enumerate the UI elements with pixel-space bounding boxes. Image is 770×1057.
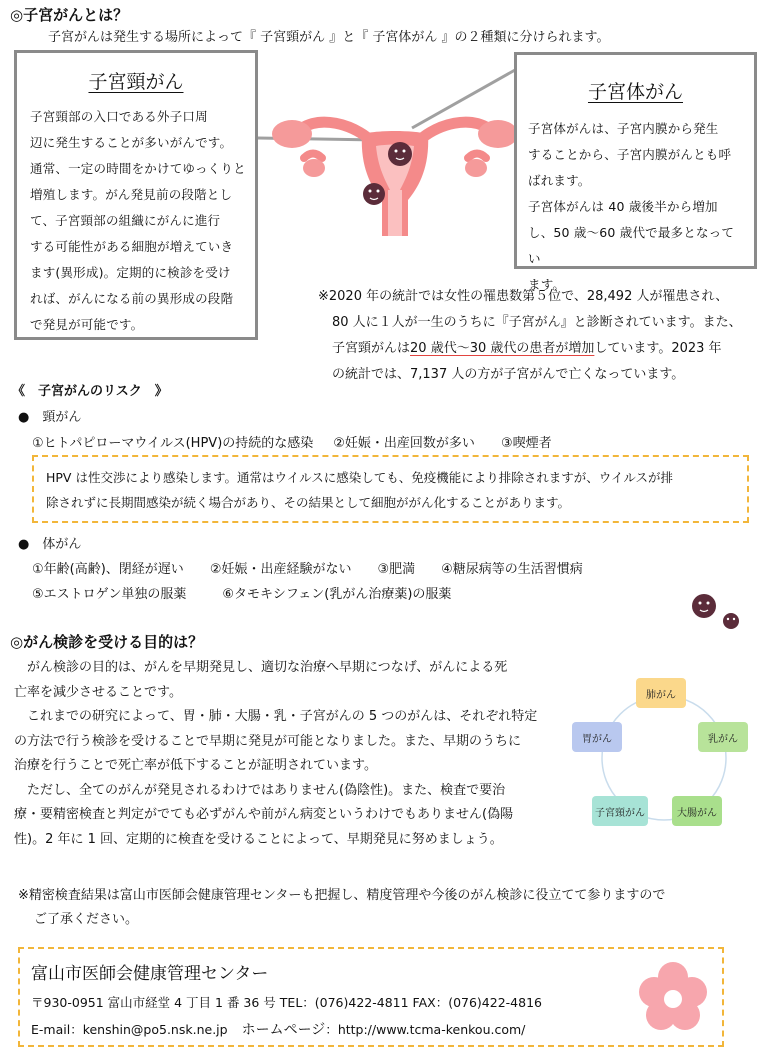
screening-line: 治療を行うことで死亡率が低下することが証明されています。 — [14, 758, 377, 773]
stat-line: 80 人に１人が一生のうちに『子宮がん』と診断されています。また、 — [332, 315, 742, 330]
cancer-cell-icon — [723, 613, 739, 629]
cervical-line: 辺に発生することが多いがんです。 — [30, 135, 233, 150]
body-cancer-box — [514, 52, 757, 292]
section-heading-what: ◎子宮がんとは？ — [10, 6, 129, 24]
risk-item: ⑤エストロゲン単独の服薬 — [32, 587, 187, 602]
screening-line: 療・要精密検査と判定がでても必ずがんや前がん病変というわけでもありません(偽陽 — [14, 807, 514, 822]
node-colon: 大腸がん — [672, 796, 722, 826]
node-stomach: 胃がん — [572, 722, 622, 752]
stat-line: の統計では、7,137 人の方が子宮がんで亡くなっています。 — [332, 367, 685, 382]
center-name: 富山市医師会健康管理センター — [31, 964, 269, 984]
uterus-illustration — [250, 50, 520, 250]
screening-text — [14, 656, 562, 852]
risk-item: ③肥満 — [377, 562, 416, 577]
risk-item: ⑥タモキシフェン(乳がん治療薬)の服薬 — [222, 587, 452, 602]
cancer-cell-icon — [388, 142, 412, 166]
cervical-risk-label: ● 頸がん — [18, 410, 82, 425]
screening-line: 亡率を減少させることです。 — [14, 684, 182, 700]
section-heading-screening: ◎がん検診を受ける目的は？ — [10, 633, 204, 651]
screening-line: ただし、全てのがんが発見されるわけではありません(偽陰性)。また、検査で要治 — [14, 782, 506, 798]
cervical-cancer-box — [14, 50, 258, 340]
hpv-note-line: HPV は性交渉により感染します。通常はウイルスに感染しても、免疫機能により排除されますが、ウイルスが排 — [46, 470, 673, 485]
highlight-age-increase: 20 歳代～30 歳代の患者が増加 — [410, 341, 595, 356]
footnote-line: ※精密検査結果は富山市医師会健康管理センターも把握し、精度管理や今後のがん検診に役立てて参りますので — [18, 888, 666, 903]
footnote — [18, 884, 763, 932]
cervical-line: ます(異形成)。定期的に検診を受け — [30, 265, 231, 280]
screening-line: の方法で行う検診を受けることで早期に発見が可能となりました。また、早期のうちに — [14, 733, 522, 749]
cancer-cell-icon — [692, 594, 716, 618]
decorative-cells — [686, 590, 746, 632]
homepage-link[interactable]: ：http://www.tcma-kenkou.com/ — [325, 1022, 526, 1037]
body-risk-items-row2 — [32, 583, 762, 602]
body-line: ます。 — [528, 277, 566, 292]
cervical-line: 増殖します。がん発見前の段階とし — [30, 187, 233, 202]
homepage-label: ホームページ — [241, 1022, 326, 1038]
statistics-text — [318, 284, 764, 388]
body-risk-items-row1 — [32, 558, 762, 577]
stat-line: ※2020 年の統計では女性の罹患数第５位で、28,492 人が罹患され、 — [318, 289, 729, 304]
hpv-note-box — [32, 455, 749, 523]
cancer-cell-icon — [363, 183, 385, 205]
risk-item: ①ヒトパピローマウイルス(HPV)の持続的な感染 — [32, 436, 314, 451]
risk-heading: 《 子宮がんのリスク 》 — [12, 384, 168, 399]
cervical-line: する可能性がある細胞が増えていき — [30, 239, 234, 254]
risk-item: ②妊娠・出産回数が多い — [333, 436, 475, 451]
risk-item: ④糖尿病等の生活習慣病 — [441, 562, 583, 577]
stat-line: 子宮頸がんは20 歳代～30 歳代の患者が増加しています。2023 年 — [332, 341, 722, 356]
web-line — [31, 1019, 525, 1039]
body-risk-label: ● 体がん — [18, 537, 82, 552]
body-box-title: 子宮体がん — [587, 81, 683, 103]
cervical-box-title: 子宮頸がん — [88, 71, 184, 93]
address-line: 〒930-0951 富山市経堂 4 丁目 1 番 36 号 TEL：(076)422-4811 FAX：(076)422-4816 — [31, 995, 542, 1010]
risk-item: ②妊娠・出産経験がない — [209, 562, 352, 577]
cervical-line: で発見が可能です。 — [30, 317, 144, 332]
screening-line: これまでの研究によって、胃・肺・大腸・乳・子宮がんの 5 つのがんは、それぞれ特定 — [14, 709, 538, 724]
cervical-box-body — [17, 94, 255, 338]
five-cancers-diagram — [568, 672, 758, 832]
uterus-icon — [272, 120, 518, 236]
node-breast: 乳がん — [698, 722, 748, 752]
email-text: E-mail：kenshin@po5.nsk.ne.jp — [31, 1022, 228, 1037]
cervical-line: れば、がんになる前の異形成の段階 — [30, 291, 234, 306]
risk-item: ③喫煙者 — [500, 436, 552, 451]
footnote-line: ご了承ください。 — [34, 912, 139, 927]
body-line: ばれます。 — [528, 173, 591, 188]
node-cervix: 子宮頸がん — [592, 796, 648, 826]
contact-box — [18, 947, 724, 1047]
body-line: することから、子宮内膜がんとも呼 — [528, 147, 732, 162]
flower-icon — [636, 960, 710, 1038]
cervical-line: 通常、一定の時間をかけてゆっくりと — [30, 161, 246, 176]
screening-line: がん検診の目的は、がんを早期発見し、適切な治療へ早期につなげ、がんによる死 — [14, 660, 508, 675]
body-line: 子宮体がんは、子宮内膜から発生 — [528, 121, 719, 136]
body-line: 子宮体がんは 40 歳後半から増加 — [528, 199, 718, 214]
body-line: し、50 歳～60 歳代で最多となってい — [528, 225, 735, 266]
cervical-risk-items — [32, 432, 762, 451]
cervical-line: 子宮頸部の入口である外子口周 — [30, 109, 208, 124]
node-lung: 肺がん — [636, 678, 686, 708]
risk-item: ①年齢(高齢)、閉経が遅い — [32, 562, 184, 577]
body-box-body — [517, 104, 754, 298]
intro-text: 子宮がんは発生する場所によって『 子宮頸がん 』と『 子宮体がん 』の２種類に分けられます。 — [48, 30, 610, 45]
screening-line: 性)。2 年に 1 回、定期的に検査を受けることによって、早期発見に努めましょう。 — [14, 831, 503, 847]
hpv-note-line: 除されずに長期間感染が続く場合があり、その結果として細胞ががん化することがあります。 — [46, 495, 571, 510]
cervical-line: て、子宮頸部の組織にがんに進行 — [30, 213, 221, 228]
